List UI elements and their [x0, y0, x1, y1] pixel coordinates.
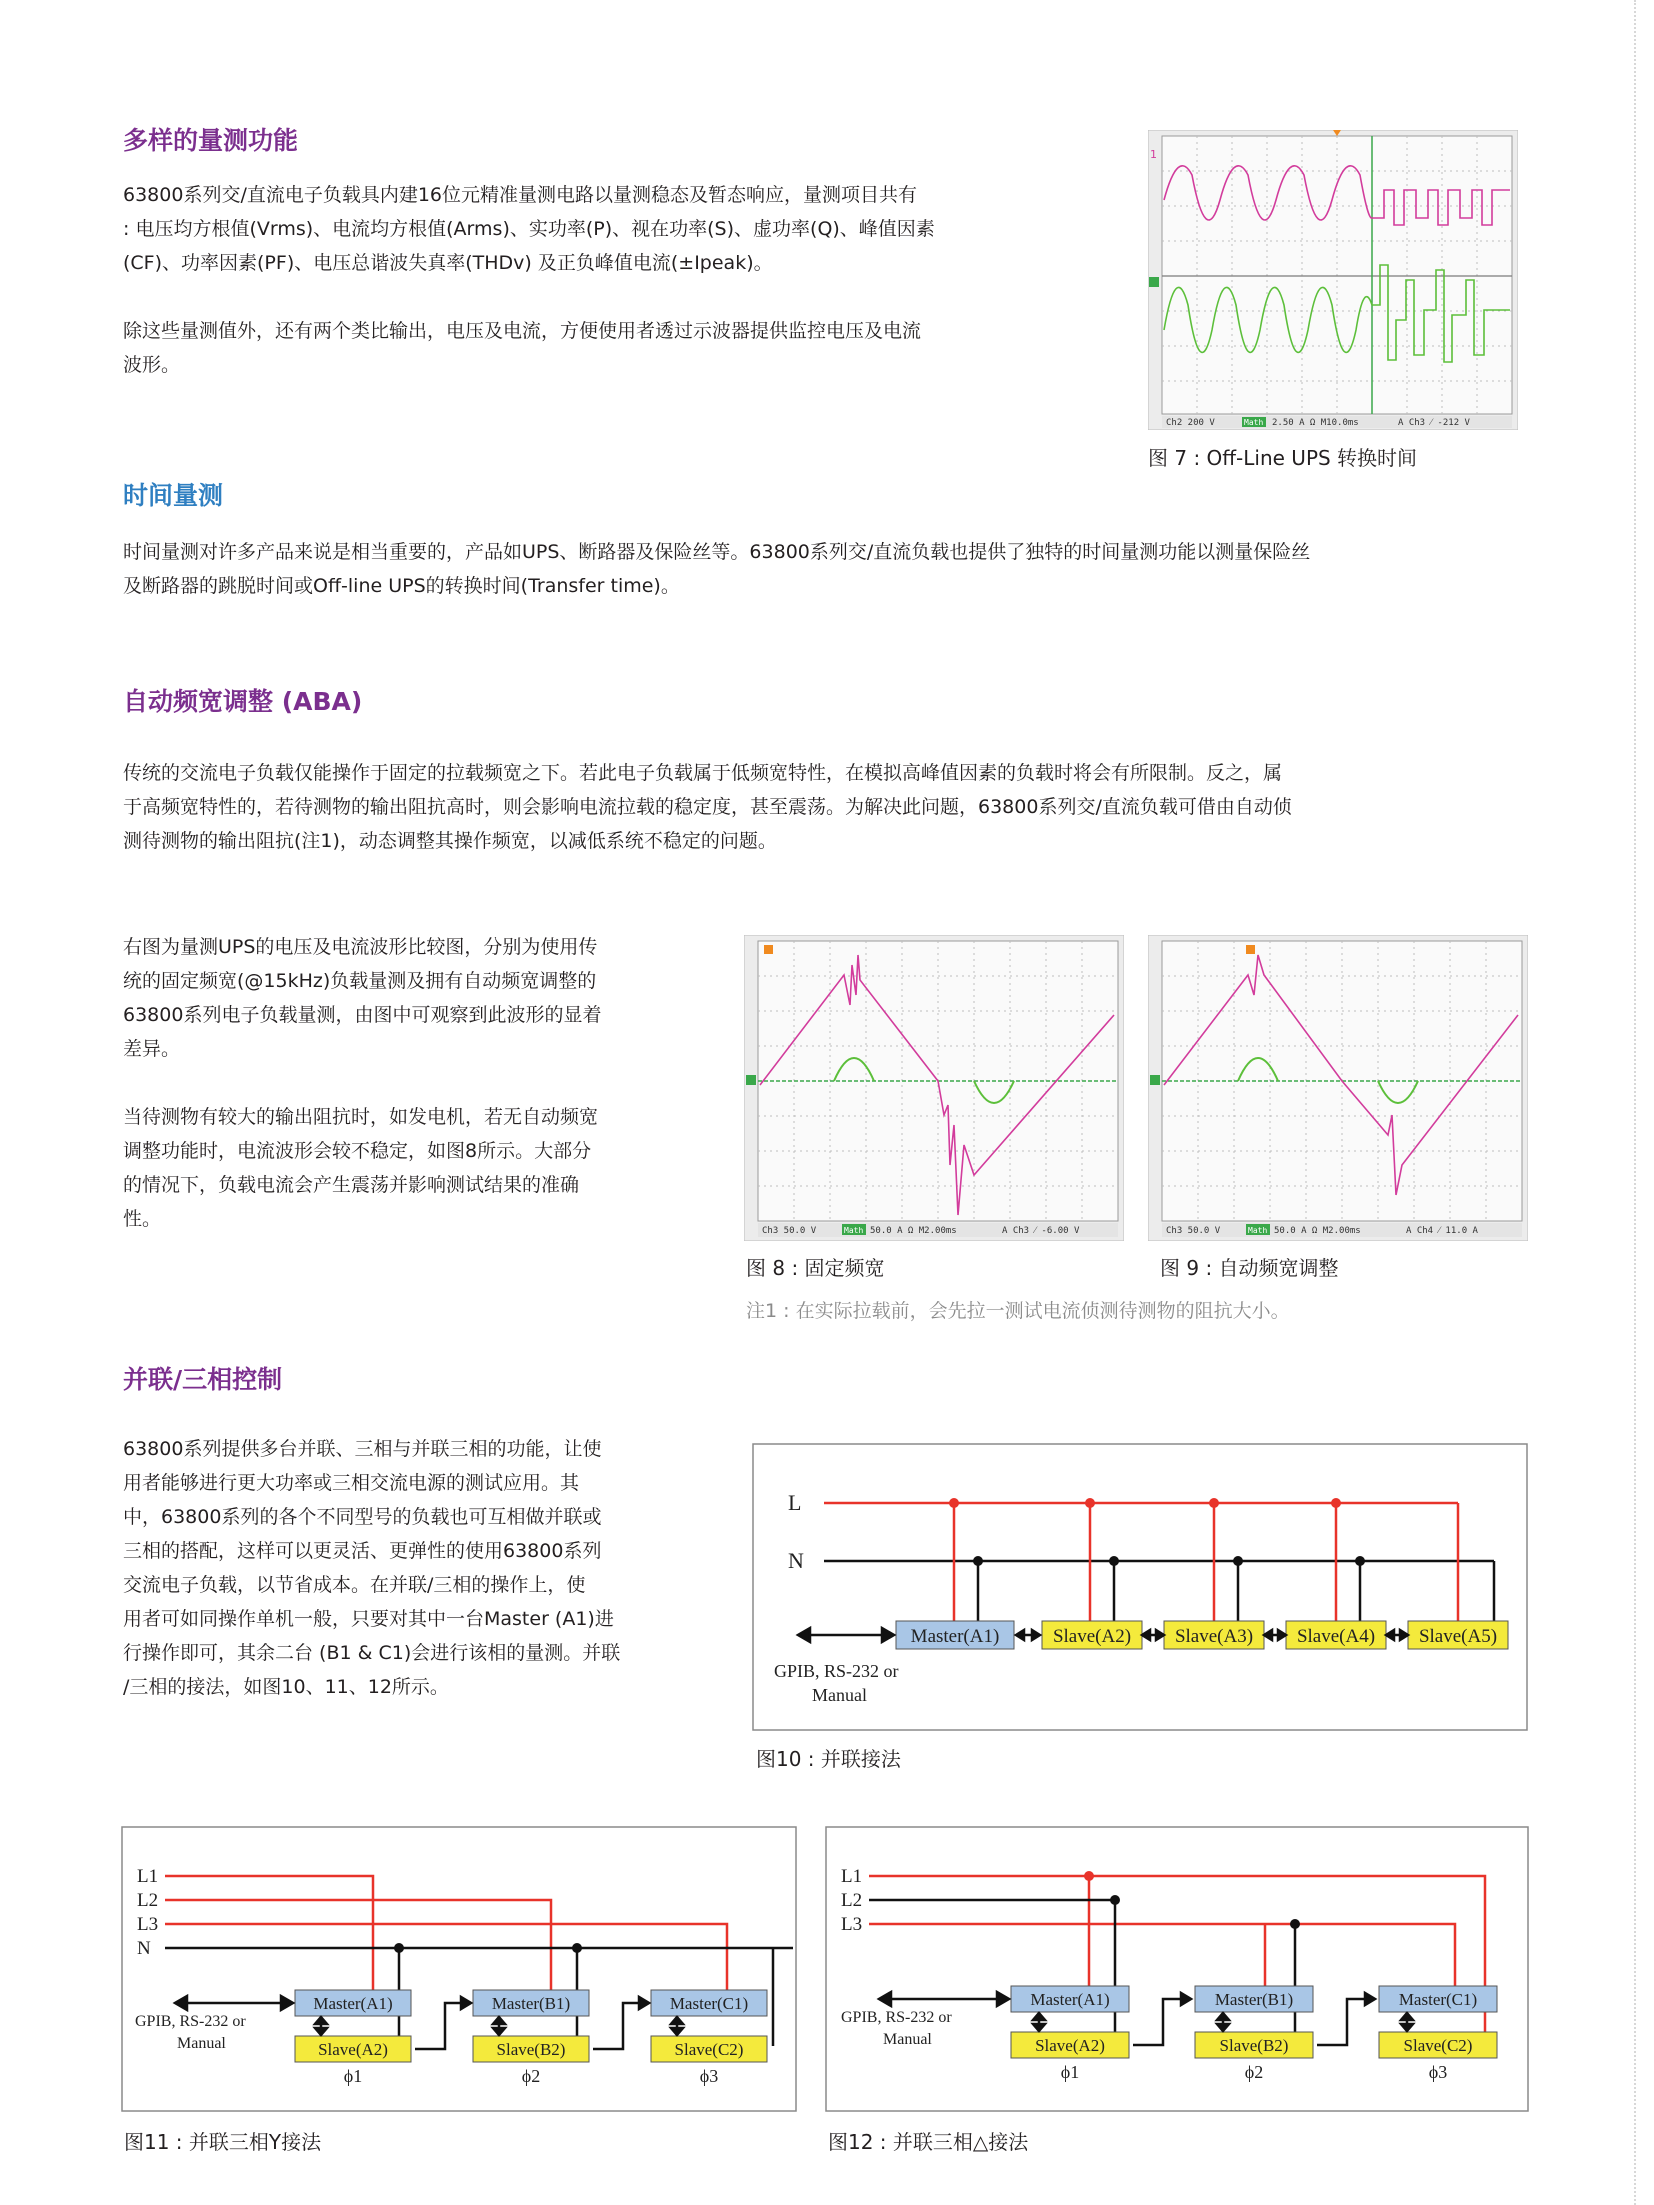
gpib-label: GPIB, RS-232 or	[841, 2009, 952, 2026]
unit-slave-c2: Slave(C2)	[674, 2040, 744, 2059]
scope-status-math: Math	[1248, 1226, 1268, 1235]
text-line: 传统的交流电子负载仅能操作于固定的拉载频宽之下。若此电子负载属于低频宽特性，在模拟高峰值因素的负载时将会有所限制。反之，属	[123, 762, 1283, 784]
line-label-L3: L3	[137, 1914, 159, 1935]
line-label-N: N	[788, 1548, 804, 1573]
text-line: 63800系列提供多台并联、三相与并联三相的功能，让使	[123, 1438, 602, 1460]
text-line: 的情况下，负载电流会产生震荡并影响测试结果的准确	[123, 1174, 580, 1196]
text-line: 三相的搭配，这样可以更灵活、更弹性的使用63800系列	[123, 1540, 602, 1562]
text-line: 用者可如同操作单机一般，只要对其中一台Master (A1)进	[123, 1608, 614, 1630]
figure-11-three-phase-y-diagram	[121, 1826, 797, 2112]
scope-status-time: 2.50 A Ω M10.0ms	[1272, 418, 1359, 428]
text-line: 行操作即可，其余二台 (B1 & C1)会进行该相的量测。并联	[123, 1642, 621, 1664]
text-line: : 电压均方根值(Vrms)、电流均方根值(Arms)、实功率(P)、视在功率(S)、虚功率(Q)、峰值因素	[123, 218, 935, 240]
text-line: 右图为量测UPS的电压及电流波形比较图，分别为使用传	[123, 936, 598, 958]
scope-status-time: 50.0 A Ω M2.00ms	[1274, 1226, 1361, 1236]
figure-9-oscilloscope	[1148, 935, 1528, 1241]
text-line: 测待测物的输出阻抗(注1)，动态调整其操作频宽，以减低系统不稳定的问题。	[123, 830, 777, 852]
unit-slave-a3: Slave(A3)	[1174, 1626, 1254, 1647]
scope-status-channel: Ch3 50.0 V	[762, 1226, 817, 1236]
timing-paragraph-1	[123, 535, 1523, 603]
text-line: 波形。	[123, 354, 181, 376]
phase-label-3: ϕ3	[1428, 2062, 1448, 2082]
text-line: 调整功能时，电流波形会较不稳定，如图8所示。大部分	[123, 1140, 592, 1162]
unit-master-a1: Master(A1)	[910, 1626, 1000, 1647]
aba-paragraph-1	[123, 756, 1523, 858]
scope-status-channel: Ch3 50.0 V	[1166, 1226, 1221, 1236]
phase-label-1: ϕ1	[1060, 2062, 1080, 2082]
scope-status-trigger: A Ch4 ⁄ 11.0 A	[1406, 1226, 1478, 1236]
section-title-parallel: 并联/三相控制	[123, 1365, 283, 1394]
text-line: /三相的接法，如图10、11、12所示。	[123, 1676, 449, 1698]
text-line: 差异。	[123, 1038, 181, 1060]
note-1: 注1 : 在实际拉载前，会先拉一测试电流侦测待测物的阻抗大小。	[746, 1300, 1290, 1322]
figure-10-parallel-diagram	[752, 1443, 1528, 1731]
text-line: 性。	[123, 1208, 162, 1230]
page-edge-dotted-line	[1634, 0, 1636, 2205]
line-label-L2: L2	[137, 1890, 159, 1911]
text-line: 63800系列交/直流电子负载具内建16位元精准量测电路以量测稳态及暂态响应，量测项目共有	[123, 184, 918, 206]
figure-7-oscilloscope	[1148, 130, 1518, 430]
unit-master-c1: Master(C1)	[1398, 1990, 1478, 2009]
scope-status-trigger: A Ch3 ⁄ -212 V	[1398, 418, 1470, 428]
figure-8-oscilloscope	[744, 935, 1124, 1241]
text-line: 时间量测对许多产品来说是相当重要的，产品如UPS、断路器及保险丝等。63800系列交/直流负载也提供了独特的时间量测功能以测量保险丝	[123, 541, 1311, 563]
line-label-L: L	[788, 1490, 802, 1515]
unit-slave-a4: Slave(A4)	[1296, 1626, 1376, 1647]
scope-status-math: Math	[844, 1226, 864, 1235]
unit-master-a1: Master(A1)	[313, 1994, 393, 2013]
unit-master-a1: Master(A1)	[1030, 1990, 1110, 2009]
phase-label-3: ϕ3	[699, 2066, 719, 2086]
phase-label-1: ϕ1	[343, 2066, 363, 2086]
gpib-label: GPIB, RS-232 or	[135, 2013, 246, 2030]
measurement-paragraph-1	[123, 178, 1083, 280]
unit-slave-b2: Slave(B2)	[1219, 2036, 1289, 2055]
phase-label-2: ϕ2	[521, 2066, 541, 2086]
figure-7-caption: 图 7 : Off-Line UPS 转换时间	[1148, 446, 1418, 470]
text-line: 中，63800系列的各个不同型号的负载也可互相做并联或	[123, 1506, 602, 1528]
channel-marker-1: 1	[1150, 148, 1157, 161]
text-line: 除这些量测值外，还有两个类比输出，电压及电流，方便使用者透过示波器提供监控电压及电流	[123, 320, 922, 342]
unit-slave-a2: Slave(A2)	[1035, 2036, 1105, 2055]
unit-slave-a2: Slave(A2)	[318, 2040, 388, 2059]
text-line: 于高频宽特性的，若待测物的输出阻抗高时，则会影响电流拉载的稳定度，甚至震荡。为解决此问题，63800系列交/直流负载可借由自动侦	[123, 796, 1292, 818]
line-label-L3: L3	[841, 1914, 863, 1935]
text-line: 交流电子负载，以节省成本。在并联/三相的操作上，使	[123, 1574, 586, 1596]
unit-master-c1: Master(C1)	[669, 1994, 749, 2013]
text-line: 统的固定频宽(@15kHz)负载量测及拥有自动频宽调整的	[123, 970, 597, 992]
line-label-L1: L1	[137, 1866, 159, 1887]
line-label-L1: L1	[841, 1866, 863, 1887]
section-title-timing: 时间量测	[123, 481, 224, 510]
manual-label: Manual	[883, 2031, 932, 2048]
figure-8-caption: 图 8 : 固定频宽	[746, 1256, 885, 1280]
aba-paragraph-3	[123, 1100, 713, 1236]
unit-master-b1: Master(B1)	[491, 1994, 571, 2013]
parallel-paragraph-1	[123, 1432, 713, 1704]
figure-10-caption: 图10 : 并联接法	[756, 1747, 901, 1771]
scope-status-math: Math	[1244, 418, 1264, 427]
gpib-label: GPIB, RS-232 or	[774, 1661, 899, 1681]
text-line: 及断路器的跳脱时间或Off-line UPS的转换时间(Transfer time)。	[123, 575, 680, 597]
unit-slave-a2: Slave(A2)	[1052, 1626, 1132, 1647]
manual-label: Manual	[812, 1685, 867, 1705]
line-label-N: N	[137, 1938, 151, 1959]
text-line: 当待测物有较大的输出阻抗时，如发电机，若无自动频宽	[123, 1106, 599, 1128]
figure-9-caption: 图 9 : 自动频宽调整	[1160, 1256, 1339, 1280]
section-title-measurement: 多样的量测功能	[123, 126, 299, 155]
measurement-paragraph-2	[123, 314, 1083, 382]
unit-slave-a5: Slave(A5)	[1418, 1626, 1498, 1647]
unit-master-b1: Master(B1)	[1214, 1990, 1294, 2009]
phase-label-2: ϕ2	[1244, 2062, 1264, 2082]
text-line: 用者能够进行更大功率或三相交流电源的测试应用。其	[123, 1472, 580, 1494]
unit-slave-c2: Slave(C2)	[1403, 2036, 1473, 2055]
aba-paragraph-2	[123, 930, 713, 1066]
figure-12-caption: 图12 : 并联三相△接法	[828, 2130, 1029, 2154]
text-line: (CF)、功率因素(PF)、电压总谐波失真率(THDv) 及正负峰值电流(±Ipeak)。	[123, 252, 773, 274]
figure-11-caption: 图11 : 并联三相Y接法	[124, 2130, 322, 2154]
scope-status-ch2: Ch2 200 V	[1166, 418, 1215, 428]
manual-label: Manual	[177, 2035, 226, 2052]
text-line: 63800系列电子负载量测，由图中可观察到此波形的显着	[123, 1004, 602, 1026]
unit-slave-b2: Slave(B2)	[496, 2040, 566, 2059]
line-label-L2: L2	[841, 1890, 863, 1911]
figure-12-three-phase-delta-diagram	[825, 1826, 1529, 2112]
section-title-aba: 自动频宽调整 (ABA)	[123, 687, 363, 716]
scope-status-trigger: A Ch3 ⁄ -6.00 V	[1002, 1226, 1080, 1236]
scope-status-time: 50.0 A Ω M2.00ms	[870, 1226, 957, 1236]
